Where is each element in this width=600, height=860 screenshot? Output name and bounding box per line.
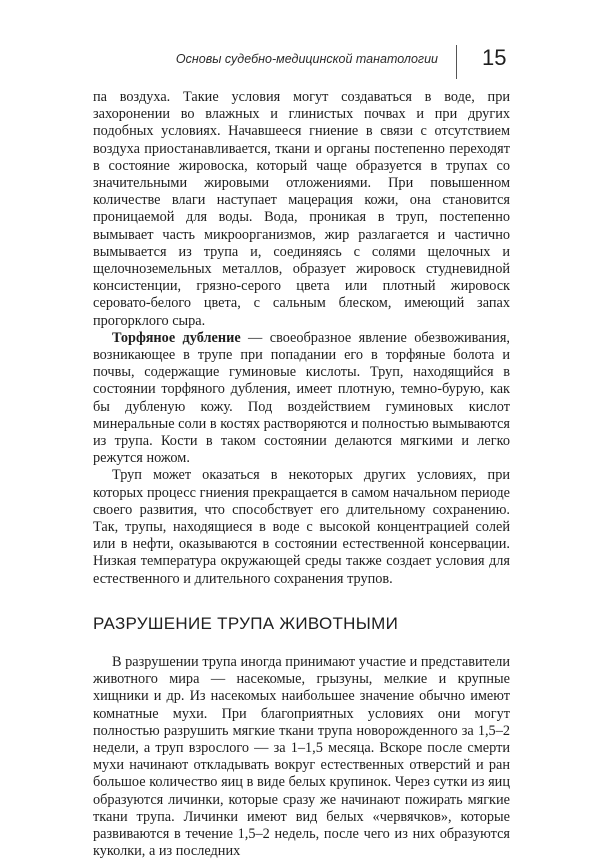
header-divider bbox=[456, 45, 457, 79]
paragraph-natural-preservation: Труп может оказаться в некоторых других условиях, при которых процесс гниения прекращается в самом начальном периоде своего развития, что способствует его длительному сохранению. Так, трупы, находящиеся в воде с высокой концентрацией солей или в нефти, оказываются в состоянии естественной консервации. Низкая температура окружающей среды также создает условия для естественного и длительного сохранения трупов. bbox=[93, 467, 510, 587]
paragraph-peat-tanning-text: — своеобразное явление обезвоживания, возникающее в трупе при попадании его в торфяные болота и почвы, содержащие гуминовые кислоты. Труп, находящийся в состоянии торфяного дубления, имеет плотную, темно-бурую, как бы дубленую кожу. Под воздействием гуминовых кислот минеральные соли в костях растворяются и полностью вымываются из трупа. Кости в таком состоянии делаются мягкими и легко режутся ножом. bbox=[93, 329, 510, 467]
paragraph-peat-tanning bbox=[93, 330, 510, 468]
page-header bbox=[0, 45, 600, 85]
page-number: 15 bbox=[482, 45, 507, 70]
paragraph-animal-destruction: В разрушении трупа иногда принимают участие и представители животного мира — насекомые, грызуны, мелкие и крупные хищники и др. Из насекомых наибольшее значение обычно имеют комнатные мухи. При благоприятных условиях они могут полностью разрушить мягкие ткани трупа новорожденного за 1,5–2 недели, а труп взрослого — за 1–1,5 месяца. Вскоре после смерти мухи начинают откладывать вокруг естественных отверстий и ран большое количество яиц в виде белых крупинок. Через сутки из яиц образуются личинки, которые сразу же начинают пожирать мягкие ткани трупа. Личинки имеют вид белых «червячков», которые развиваются в течение 1,5–2 недель, после чего из них образуются куколки, а из последних bbox=[93, 653, 510, 860]
running-title: Основы судебно-медицинской танатологии bbox=[175, 52, 438, 66]
paragraph-adipocere: па воздуха. Такие условия могут создаваться в воде, при захоронении во влажных и глинистых почвах и при других подобных условиях. Начавшееся гниение в связи с отсутствием воздуха приостанавливается, ткани и органы постепенно переходят в состояние жировоска, который чаще образуется в трупах со значительными жировыми отложениями. При повышенном количестве влаги наступает мацерация кожи, она становится проницаемой для воды. Вода, проникая в труп, постепенно вымывает часть микроорганизмов, жир разлагается и частично вымывается из трупа и, соединяясь с солями щелочных и щелочноземельных металлов, образует жировоск студневидной консистенции, грязно-серого цвета или плотный жировоск серовато-белого цвета, с сальным блеском, имеющий запах прогорклого сыра. bbox=[93, 89, 510, 329]
section-heading: РАЗРУШЕНИЕ ТРУПА ЖИВОТНЫМИ bbox=[93, 613, 399, 633]
term-peat-tanning: Торфяное дубление bbox=[112, 329, 241, 346]
page-body bbox=[93, 89, 510, 860]
